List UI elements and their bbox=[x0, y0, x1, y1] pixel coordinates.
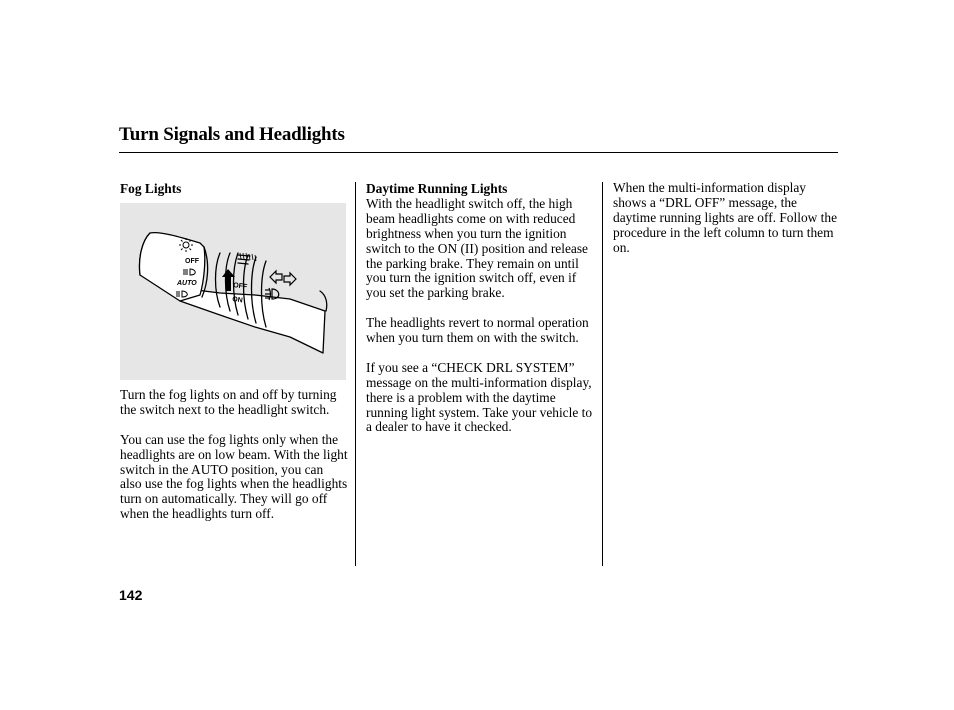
fog-lights-paragraph-1: Turn the fog lights on and off by turning the switch next to the headlight switch. bbox=[120, 387, 337, 417]
column-fog-lights-text bbox=[120, 388, 348, 537]
column-drl-off bbox=[613, 181, 838, 270]
page-number: 142 bbox=[119, 587, 143, 603]
column-divider-2 bbox=[602, 182, 603, 566]
section-heading-drl: Daytime Running Lights bbox=[366, 181, 508, 196]
fog-light-icon bbox=[265, 288, 279, 300]
switch-label-off-1: OFF bbox=[185, 258, 199, 265]
drl-off-paragraph: When the multi-information display shows a “DRL OFF” message, the daytime running lights are off. Follow the procedure in the left column to turn them on. bbox=[613, 180, 838, 255]
section-heading-fog-lights: Fog Lights bbox=[120, 181, 182, 196]
fog-light-switch-illustration bbox=[120, 203, 346, 380]
page-title: Turn Signals and Headlights bbox=[119, 124, 345, 145]
drl-paragraph-2: The headlights revert to normal operation when you turn them on with the switch. bbox=[366, 315, 589, 346]
drl-paragraph-1: With the headlight switch off, the high beam headlights come on with reduced brightness when you turn the ignition switch to the ON (II) position and release the parking brake. They remain on until you turn the ignition switch off, even if you set the parking brake. bbox=[366, 195, 588, 301]
column-fog-lights bbox=[120, 182, 348, 197]
switch-label-on: ON bbox=[231, 296, 244, 305]
fog-lights-paragraph-2: You can use the fog lights only when the headlights are on low beam. With the light switch in the AUTO position, you can also use the fog lights when the headlights turn on automatically. They will go off when the headlights turn off. bbox=[120, 431, 348, 522]
turn-signal-icon bbox=[270, 271, 296, 285]
switch-label-off-2: OFF bbox=[232, 282, 248, 291]
switch-label-auto: AUTO bbox=[177, 280, 197, 287]
combination-switch-drawing bbox=[120, 203, 346, 380]
column-daytime-running-lights bbox=[366, 182, 594, 450]
title-rule bbox=[119, 152, 838, 153]
column-divider-1 bbox=[355, 182, 356, 566]
drl-paragraph-3: If you see a “CHECK DRL SYSTEM” message on the multi-information display, there is a problem with the daytime running light system. Take your vehicle to a dealer to have it checked. bbox=[366, 359, 593, 435]
